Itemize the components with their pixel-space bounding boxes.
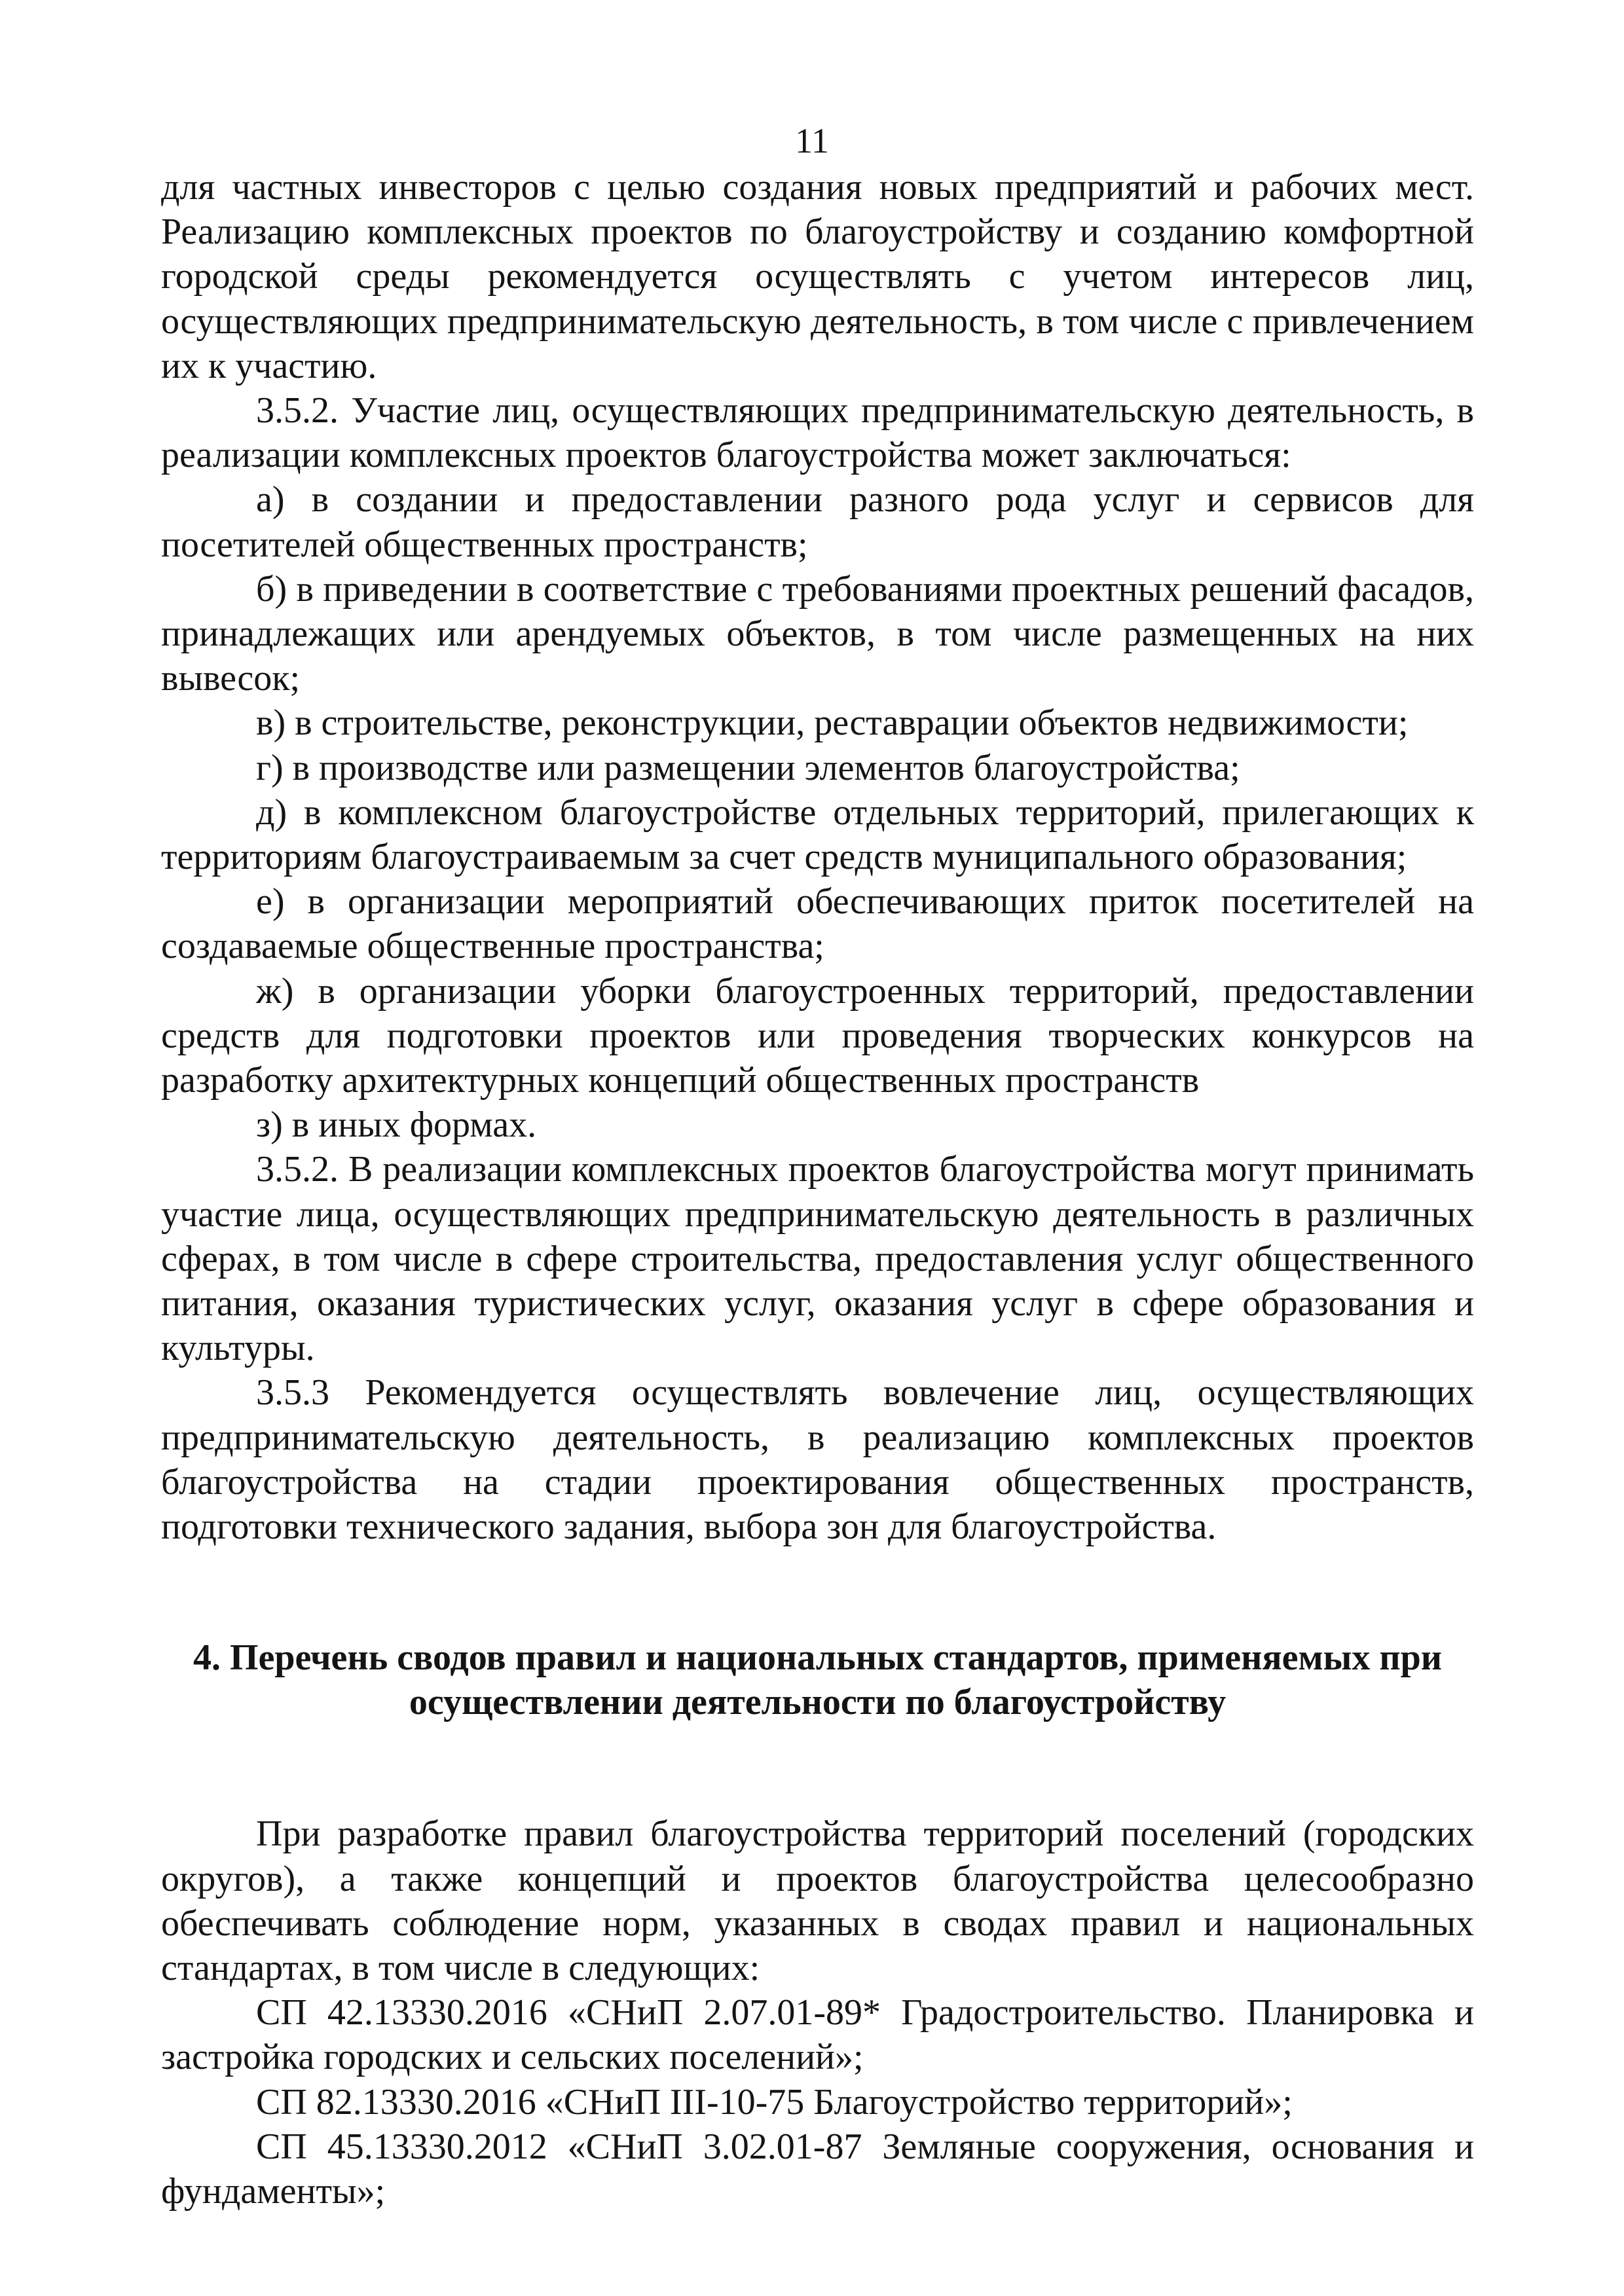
page-number: 11 [795, 121, 829, 160]
list-item-z: з) в иных формах. [256, 1104, 537, 1146]
standard-sp-45: СП 45.13330.2012 «СНиП 3.02.01-87 Земляные сооружения, основания и фундаменты»; [161, 2126, 1474, 2212]
standard-sp-82: СП 82.13330.2016 «СНиП III-10-75 Благоустройство территорий»; [256, 2081, 1293, 2123]
paragraph-3-5-2-spheres: 3.5.2. В реализации комплексных проектов благоустройства могут принимать участие лица, осуществляющих предпринимательскую деятельность в различных сферах, в том числе в сфере строительства, предоставления услуг общественного питания, оказания туристических услуг, оказания услуг в сфере образования и культуры. [161, 1149, 1474, 1369]
list-item-d: д) в комплексном благоустройстве отдельных территорий, прилегающих к территориям благоустраиваемым за счет средств муниципального образования; [161, 792, 1474, 878]
list-item-e: е) в организации мероприятий обеспечивающих приток посетителей на создаваемые общественные пространства; [161, 881, 1474, 967]
paragraph-3-5-3: 3.5.3 Рекомендуется осуществлять вовлечение лиц, осуществляющих предпринимательскую деятельность, в реализацию комплексных проектов благоустройства на стадии проектирования общественных пространств, подготовки технического задания, выбора зон для благоустройства. [161, 1372, 1474, 1548]
document-body [161, 165, 1474, 2214]
standard-sp-42: СП 42.13330.2016 «СНиП 2.07.01-89* Градостроительство. Планировка и застройка городских и сельских поселений»; [161, 1992, 1474, 2078]
list-item-b: б) в приведении в соответствие с требованиями проектных решений фасадов, принадлежащих или арендуемых объектов, в том числе размещенных на них вывесок; [161, 568, 1474, 699]
paragraph-3-5-2-participation: 3.5.2. Участие лиц, осуществляющих предпринимательскую деятельность, в реализации комплексных проектов благоустройства может заключаться: [161, 390, 1474, 476]
list-item-zh: ж) в организации уборки благоустроенных территорий, предоставлении средств для подготовки проектов или проведения творческих конкурсов на разработку архитектурных концепций общественных пространств [161, 970, 1474, 1101]
list-item-v: в) в строительстве, реконструкции, реставрации объектов недвижимости; [256, 702, 1409, 744]
list-item-a: а) в создании и предоставлении разного рода услуг и сервисов для посетителей общественных пространств; [161, 479, 1474, 565]
paragraph-intro-continuation: для частных инвесторов с целью создания новых предприятий и рабочих мест. Реализацию комплексных проектов по благоустройству и созданию комфортной городской среды рекомендуется осуществлять с учетом интересов лиц, осуществляющих предпринимательскую деятельность, в том числе с привлечением их к участию. [161, 167, 1474, 386]
paragraph-section-4-intro: При разработке правил благоустройства территорий поселений (городских округов), а также концепций и проектов благоустройства целесообразно обеспечивать соблюдение норм, указанных в сводах правил и национальных стандартах, в том числе в следующих: [161, 1813, 1474, 1988]
section-heading: 4. Перечень сводов правил и национальных стандартов, применяемых при осуществлении деятельности по благоустройству [193, 1637, 1443, 1723]
list-item-g: г) в производстве или размещении элементов благоустройства; [256, 747, 1240, 788]
